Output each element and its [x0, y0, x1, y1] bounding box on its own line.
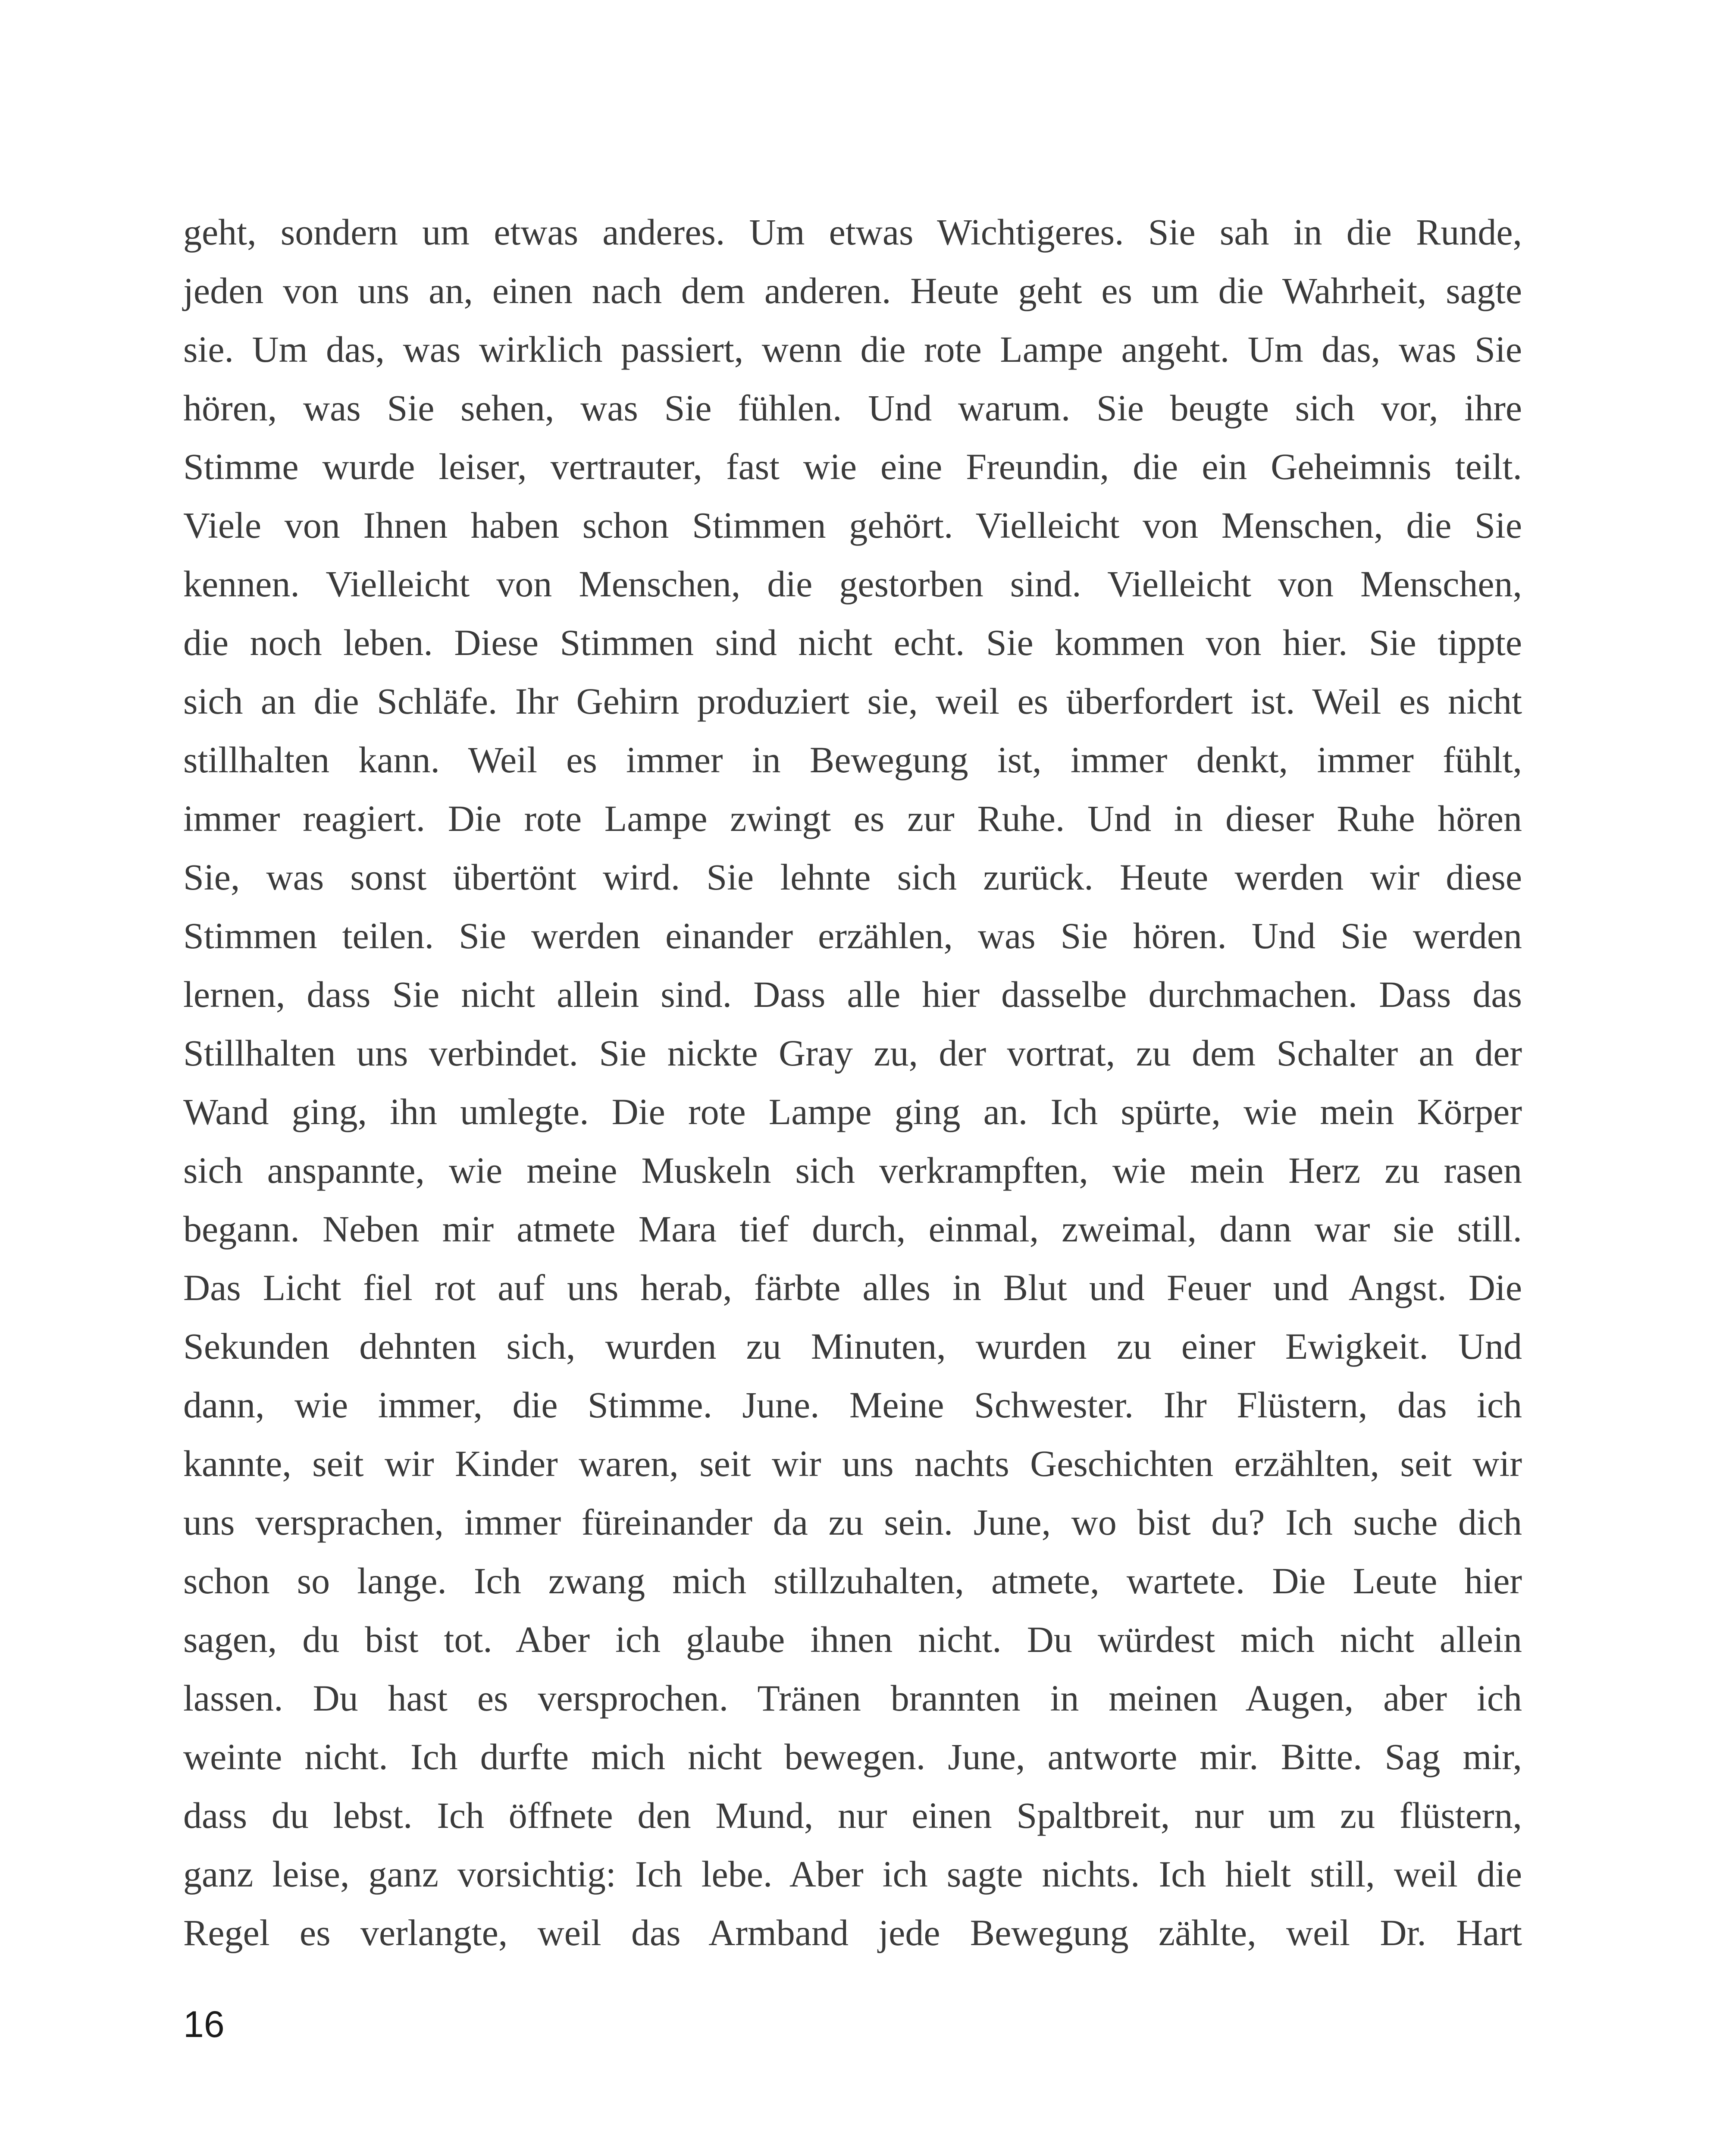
text-line: sich an die Schläfe. Ihr Gehirn produziert sie, weil es überfordert ist. Weil es nicht [183, 680, 1522, 722]
text-line: dann, wie immer, die Stimme. June. Meine Schwester. Ihr Flüstern, das ich [183, 1384, 1522, 1426]
text-line: immer reagiert. Die rote Lampe zwingt es zur Ruhe. Und in dieser Ruhe hören [183, 798, 1522, 839]
text-line: dass du lebst. Ich öffnete den Mund, nur einen Spaltbreit, nur um zu flüstern, [183, 1795, 1522, 1836]
text-line: Stimme wurde leiser, vertrauter, fast wie eine Freundin, die ein Geheimnis teilt. [183, 446, 1522, 487]
text-line: stillhalten kann. Weil es immer in Bewegung ist, immer denkt, immer fühlt, [183, 739, 1522, 780]
text-line: ganz leise, ganz vorsichtig: Ich lebe. Aber ich sagte nichts. Ich hielt still, weil die [183, 1853, 1522, 1895]
text-line: jeden von uns an, einen nach dem anderen. Heute geht es um die Wahrheit, sagte [183, 270, 1522, 311]
text-line: sich anspannte, wie meine Muskeln sich verkrampften, wie mein Herz zu rasen [183, 1150, 1522, 1191]
text-line: uns versprachen, immer füreinander da zu sein. June, wo bist du? Ich suche dich [183, 1501, 1522, 1543]
text-line: Sie, was sonst übertönt wird. Sie lehnte sich zurück. Heute werden wir diese [183, 856, 1522, 898]
page-number: 16 [183, 2004, 225, 2045]
text-line: Das Licht fiel rot auf uns herab, färbte alles in Blut und Feuer und Angst. Die [183, 1267, 1522, 1308]
text-line: Stillhalten uns verbindet. Sie nickte Gray zu, der vortrat, zu dem Schalter an der [183, 1032, 1522, 1074]
text-line: Viele von Ihnen haben schon Stimmen gehört. Vielleicht von Menschen, die Sie [183, 505, 1522, 546]
text-line: kannte, seit wir Kinder waren, seit wir uns nachts Geschichten erzählten, seit wir [183, 1443, 1522, 1484]
text-line: lernen, dass Sie nicht allein sind. Dass alle hier dasselbe durchmachen. Dass das [183, 974, 1522, 1015]
text-line: sie. Um das, was wirklich passiert, wenn die rote Lampe angeht. Um das, was Sie [183, 329, 1522, 370]
text-line: Regel es verlangte, weil das Armband jede Bewegung zählte, weil Dr. Hart [183, 1912, 1522, 1953]
text-line: weinte nicht. Ich durfte mich nicht bewegen. June, antworte mir. Bitte. Sag mir, [183, 1736, 1522, 1777]
text-line: sagen, du bist tot. Aber ich glaube ihnen nicht. Du würdest mich nicht allein [183, 1619, 1522, 1660]
body-text [183, 203, 1522, 1962]
text-line: schon so lange. Ich zwang mich stillzuhalten, atmete, wartete. Die Leute hier [183, 1560, 1522, 1601]
text-line: kennen. Vielleicht von Menschen, die gestorben sind. Vielleicht von Menschen, [183, 563, 1522, 605]
text-line: Sekunden dehnten sich, wurden zu Minuten, wurden zu einer Ewigkeit. Und [183, 1326, 1522, 1367]
text-line: Wand ging, ihn umlegte. Die rote Lampe ging an. Ich spürte, wie mein Körper [183, 1091, 1522, 1132]
text-line: begann. Neben mir atmete Mara tief durch, einmal, zweimal, dann war sie still. [183, 1208, 1522, 1250]
text-line: geht, sondern um etwas anderes. Um etwas Wichtigeres. Sie sah in die Runde, [183, 211, 1522, 253]
text-line: die noch leben. Diese Stimmen sind nicht echt. Sie kommen von hier. Sie tippte [183, 622, 1522, 663]
text-line: lassen. Du hast es versprochen. Tränen brannten in meinen Augen, aber ich [183, 1677, 1522, 1719]
text-line: hören, was Sie sehen, was Sie fühlen. Und warum. Sie beugte sich vor, ihre [183, 387, 1522, 429]
text-line: Stimmen teilen. Sie werden einander erzählen, was Sie hören. Und Sie werden [183, 915, 1522, 956]
